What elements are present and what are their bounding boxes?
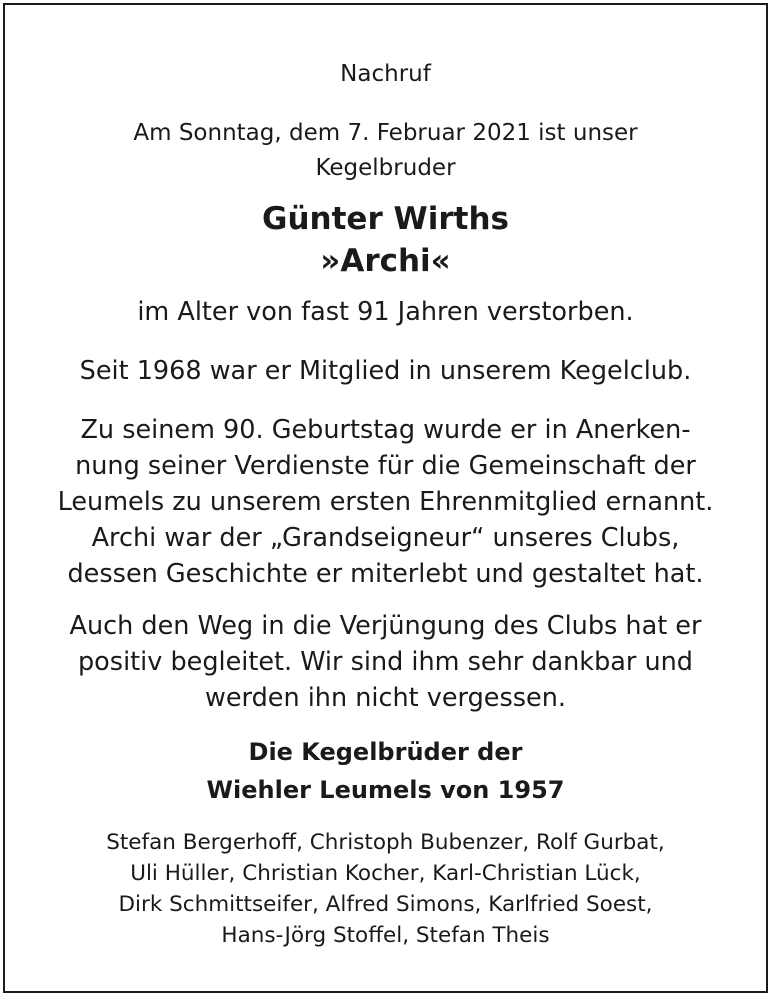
header-title: Nachruf <box>340 61 431 87</box>
members-line-4: Hans-Jörg Stoffel, Stefan Theis <box>221 923 550 948</box>
paragraph2-line-1: Auch den Weg in die Verjüngung des Clubs hat er <box>69 611 702 641</box>
paragraph1-line-2: nung seiner Verdienste für die Gemeinschaft der <box>75 451 696 481</box>
paragraph1-line-1: Zu seinem 90. Geburtstag wurde er in Anerken- <box>80 415 691 445</box>
paragraph1-line-5: dessen Geschichte er miterlebt und gestaltet hat. <box>67 559 704 589</box>
deceased-name: Günter Wirths <box>262 201 509 237</box>
paragraph1-line-4: Archi war der „Grandseigneur“ unseres Clubs, <box>91 523 680 553</box>
signature-line-1: Die Kegelbrüder der <box>248 738 523 766</box>
membership-line: Seit 1968 war er Mitglied in unserem Kegelclub. <box>79 356 692 386</box>
obituary-frame <box>3 3 768 993</box>
deceased-nickname: »Archi« <box>320 243 451 279</box>
members-line-1: Stefan Bergerhoff, Christoph Bubenzer, Rolf Gurbat, <box>106 830 665 855</box>
paragraph2-line-2: positiv begleitet. Wir sind ihm sehr dankbar und <box>78 647 693 677</box>
intro-line-2: Kegelbruder <box>315 155 456 181</box>
signature-line-2: Wiehler Leumels von 1957 <box>206 776 565 804</box>
paragraph2-line-3: werden ihn nicht vergessen. <box>205 683 566 713</box>
members-line-2: Uli Hüller, Christian Kocher, Karl-Christian Lück, <box>130 861 641 886</box>
members-line-3: Dirk Schmittseifer, Alfred Simons, Karlfried Soest, <box>118 892 653 917</box>
intro-line-1: Am Sonntag, dem 7. Februar 2021 ist unser <box>133 120 638 146</box>
age-line: im Alter von fast 91 Jahren verstorben. <box>137 297 634 327</box>
paragraph1-line-3: Leumels zu unserem ersten Ehrenmitglied ernannt. <box>57 487 714 517</box>
